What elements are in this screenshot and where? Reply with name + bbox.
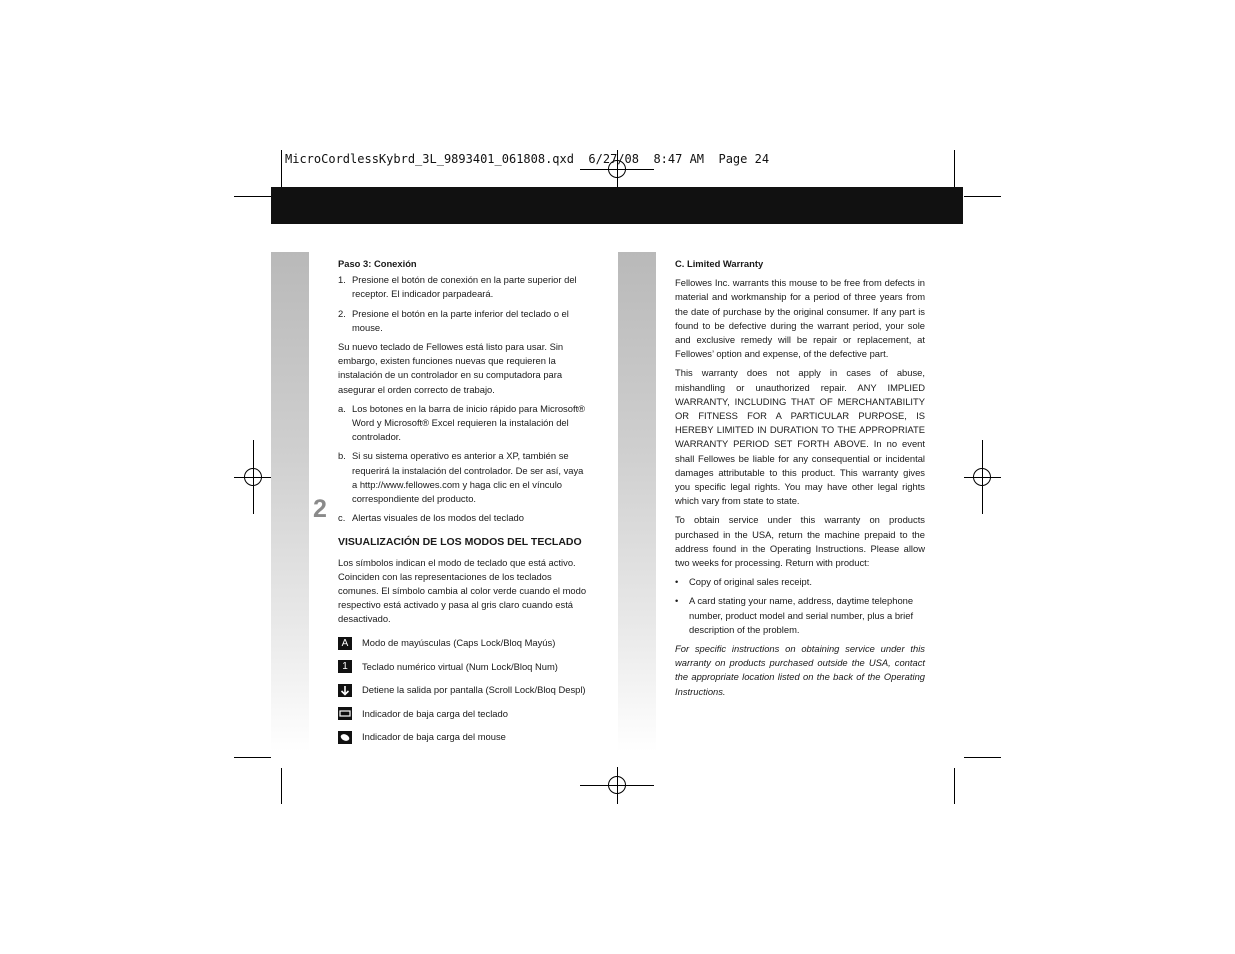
list-text: Alertas visuales de los modos del teclado xyxy=(352,512,524,524)
mode-row-scroll-lock xyxy=(338,679,588,703)
intro-paragraph: Su nuevo teclado de Fellowes está listo para usar. Sin embargo, existen funciones nuevas que requieren la instalación de un controlador en su computadora para asegurar el orden correcto de trabajo. xyxy=(338,341,564,395)
list-text: Presione el botón en la parte inferior del teclado o el mouse. xyxy=(352,307,569,333)
list-marker: b. xyxy=(338,450,346,462)
registration-circle-icon xyxy=(244,468,262,486)
keyboard-battery-icon xyxy=(338,707,352,720)
mode-row-caps-lock xyxy=(338,632,588,656)
crop-mark xyxy=(954,768,955,804)
list-marker: a. xyxy=(338,402,346,414)
crop-mark xyxy=(234,196,271,197)
mode-row-keyboard-battery xyxy=(338,702,588,726)
mode-row-mouse-battery xyxy=(338,726,588,750)
list-text: Copy of original sales receipt. xyxy=(689,576,812,588)
section-number: 2 xyxy=(313,495,327,523)
right-gutter xyxy=(618,252,656,752)
bullet: • xyxy=(675,595,679,607)
registration-circle-icon xyxy=(973,468,991,486)
list-text: A card stating your name, address, daytime telephone number, product model and serial number, plus a brief description of the problem. xyxy=(689,595,914,635)
warranty-paragraph: To obtain service under this warranty on products purchased in the USA, return the machine prepaid to the address found in the Operating Instructions. Please allow two weeks for processing. Return with product: xyxy=(675,514,925,569)
list-item xyxy=(338,449,588,506)
mouse-battery-icon xyxy=(338,731,352,744)
section-title: VISUALIZACIÓN DE LOS MODOS DEL TECLADO xyxy=(338,536,582,549)
warranty-heading: C. Limited Warranty xyxy=(675,258,764,269)
file-header: MicroCordlessKybrd_3L_9893401_061808.qxd 6/27/08 8:47 AM Page 24 xyxy=(285,152,770,166)
list-item xyxy=(338,402,588,445)
list-marker: 1. xyxy=(338,274,346,286)
registration-circle-icon xyxy=(608,776,626,794)
list-item xyxy=(338,307,588,335)
list-marker: c. xyxy=(338,512,346,524)
list-marker: 2. xyxy=(338,307,346,319)
caps-lock-icon: A xyxy=(338,637,352,650)
crop-mark xyxy=(964,757,1001,758)
left-gutter xyxy=(271,252,309,752)
scroll-lock-icon xyxy=(338,684,352,697)
right-column xyxy=(675,257,925,704)
mode-row-num-lock xyxy=(338,655,588,679)
crop-mark xyxy=(281,768,282,804)
crop-mark xyxy=(954,150,955,187)
mode-label: Indicador de baja carga del teclado xyxy=(362,707,508,719)
mode-label: Teclado numérico virtual (Num Lock/Bloq Num) xyxy=(362,660,558,672)
section-paragraph: Los símbolos indican el modo de teclado que está activo. Coinciden con las representaciones de los teclados comunes. El símbolo cambia al color verde cuando el modo respectivo está activado y pasa al gris claro cuando está desactivado. xyxy=(338,556,587,625)
list-text: Los botones en la barra de inicio rápido para Microsoft® Word y Microsoft® Excel requieren la instalación del controlador. xyxy=(352,402,586,443)
crop-mark xyxy=(281,150,282,187)
mode-label: Indicador de baja carga del mouse xyxy=(362,731,506,743)
list-text: Si su sistema operativo es anterior a XP, también se requerirá la instalación del controlador. De ser así, vaya a http://www.fellowes.com y haga clic en el vínculo correspondiente del producto. xyxy=(352,450,584,505)
list-item xyxy=(338,273,588,301)
left-column xyxy=(338,257,588,749)
list-item xyxy=(338,511,588,525)
mode-label: Detiene la salida por pantalla (Scroll Lock/Bloq Despl) xyxy=(362,684,586,696)
closing-paragraph: For specific instructions on obtaining service under this warranty on products purchased outside the USA, contact the appropriate location listed on the back of the Operating Instructions. xyxy=(675,643,925,697)
crop-mark xyxy=(234,757,271,758)
step-heading: Paso 3: Conexión xyxy=(338,258,417,269)
list-item xyxy=(675,594,925,637)
bullet: • xyxy=(675,576,679,588)
header-bar xyxy=(271,187,963,224)
warranty-paragraph: Fellowes Inc. warrants this mouse to be free from defects in material and workmanship for a period of three years from the date of purchase by the original consumer. If any part is found to be defective during the warrant period, your sole and exclusive remedy will be repair or replacement, at Fellowes’ option and expense, of the defective part. xyxy=(675,277,925,360)
warranty-paragraph: This warranty does not apply in cases of abuse, mishandling or unauthorized repair. ANY IMPLIED WARRANTY, INCLUDING THAT OF MERCHANTABILITY OR FITNESS FOR A PARTICULAR PURPOSE, IS HEREBY LIMITED IN DURATION TO THE APPROPRIATE WARRANTY PERIOD SET FORTH ABOVE. In no event shall Fellowes be liable for any consequential or incidental damages attributable to this product. This warranty gives you specific legal rights. You may have other legal rights which vary from state to state. xyxy=(675,367,925,507)
list-text: Presione el botón de conexión en la parte superior del receptor. El indicador parpadeará. xyxy=(352,274,577,300)
num-lock-icon: 1 xyxy=(338,660,352,673)
mode-label: Modo de mayúsculas (Caps Lock/Bloq Mayús) xyxy=(362,637,556,649)
list-item xyxy=(675,575,925,589)
crop-mark xyxy=(964,196,1001,197)
